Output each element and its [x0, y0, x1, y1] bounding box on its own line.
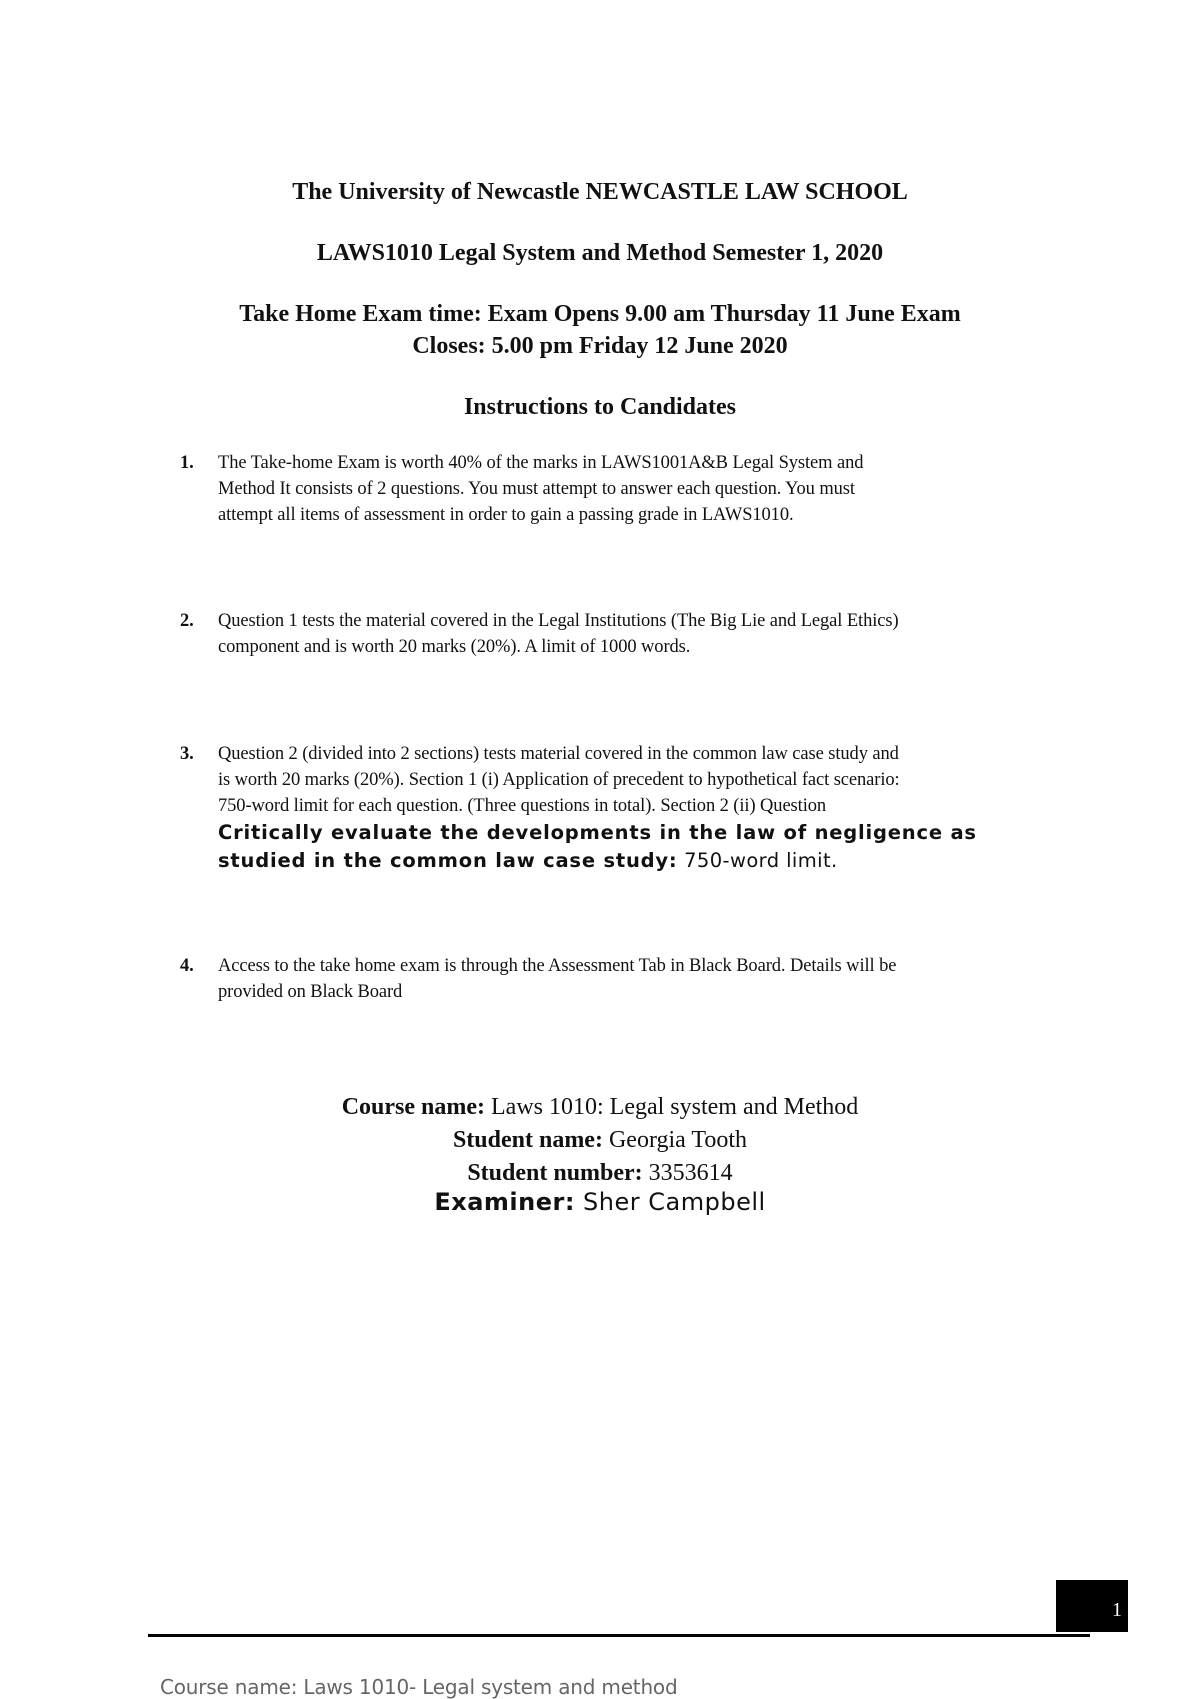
- question-emphasis-text: studied in the common law case study:: [218, 849, 678, 872]
- student-name-label: Student name:: [452, 1127, 603, 1153]
- item-text-line: 750-word limit for each question. (Three questions in total). Section 2 (ii) Question: [218, 796, 827, 816]
- instruction-item-1: [180, 450, 1060, 528]
- item-number: 1.: [180, 453, 194, 473]
- question-emphasis-line-1: Critically evaluate the developments in the law of negligence as: [218, 821, 977, 844]
- student-name-value: Georgia Tooth: [602, 1127, 748, 1153]
- page-number: 1: [1112, 1599, 1122, 1621]
- exam-time-line-1: Take Home Exam time: Exam Opens 9.00 am Thursday 11 June Exam: [239, 301, 961, 327]
- exam-time-heading: [0, 298, 1200, 362]
- exam-time-line-2: Closes: 5.00 pm Friday 12 June 2020: [412, 333, 788, 359]
- item-number: 3.: [180, 744, 194, 764]
- university-heading: The University of Newcastle NEWCASTLE LAW SCHOOL: [292, 179, 908, 205]
- item-text-line: The Take-home Exam is worth 40% of the marks in LAWS1001A&B Legal System and: [218, 453, 864, 473]
- word-limit-text: 750-word limit.: [677, 849, 838, 872]
- item-text-line: provided on Black Board: [218, 982, 403, 1002]
- footer-divider: [148, 1634, 1090, 1637]
- examiner-line: [0, 1186, 1200, 1219]
- student-name-line: [0, 1124, 1200, 1157]
- item-number: 4.: [180, 956, 194, 976]
- footer-course-name: Course name: Laws 1010- Legal system and method: [160, 1675, 678, 1699]
- examiner-label: Examiner:: [434, 1188, 575, 1216]
- item-text-line: component and is worth 20 marks (20%). A limit of 1000 words.: [218, 637, 691, 657]
- examiner-value: Sher Campbell: [574, 1188, 766, 1216]
- item-text-line: Method It consists of 2 questions. You must attempt to answer each question. You must: [218, 479, 855, 499]
- student-number-label: Student number:: [467, 1160, 643, 1186]
- item-text-line: Question 2 (divided into 2 sections) tests material covered in the common law case study and: [218, 744, 899, 764]
- instruction-item-3: [180, 741, 1060, 875]
- course-name-value: Laws 1010: Legal system and Method: [485, 1094, 859, 1120]
- course-heading: LAWS1010 Legal System and Method Semester 1, 2020: [316, 240, 884, 266]
- item-text-line: attempt all items of assessment in order to gain a passing grade in LAWS1010.: [218, 505, 794, 525]
- course-name-label: Course name:: [341, 1094, 486, 1120]
- item-text-line: Question 1 tests the material covered in the Legal Institutions (The Big Lie and Legal Ethics): [218, 611, 899, 631]
- item-number: 2.: [180, 611, 194, 631]
- question-emphasis-line-2: [218, 847, 1060, 875]
- instructions-title: Instructions to Candidates: [463, 394, 737, 420]
- item-text-line: is worth 20 marks (20%). Section 1 (i) Application of precedent to hypothetical fact scenario:: [218, 770, 900, 790]
- student-number-value: 3353614: [642, 1160, 733, 1186]
- course-name-line: [0, 1091, 1200, 1124]
- item-text-line: Access to the take home exam is through the Assessment Tab in Black Board. Details will be: [218, 956, 897, 976]
- instruction-item-4: [180, 953, 1060, 1005]
- page-number-box: [1056, 1580, 1128, 1632]
- instruction-item-2: [180, 608, 1060, 660]
